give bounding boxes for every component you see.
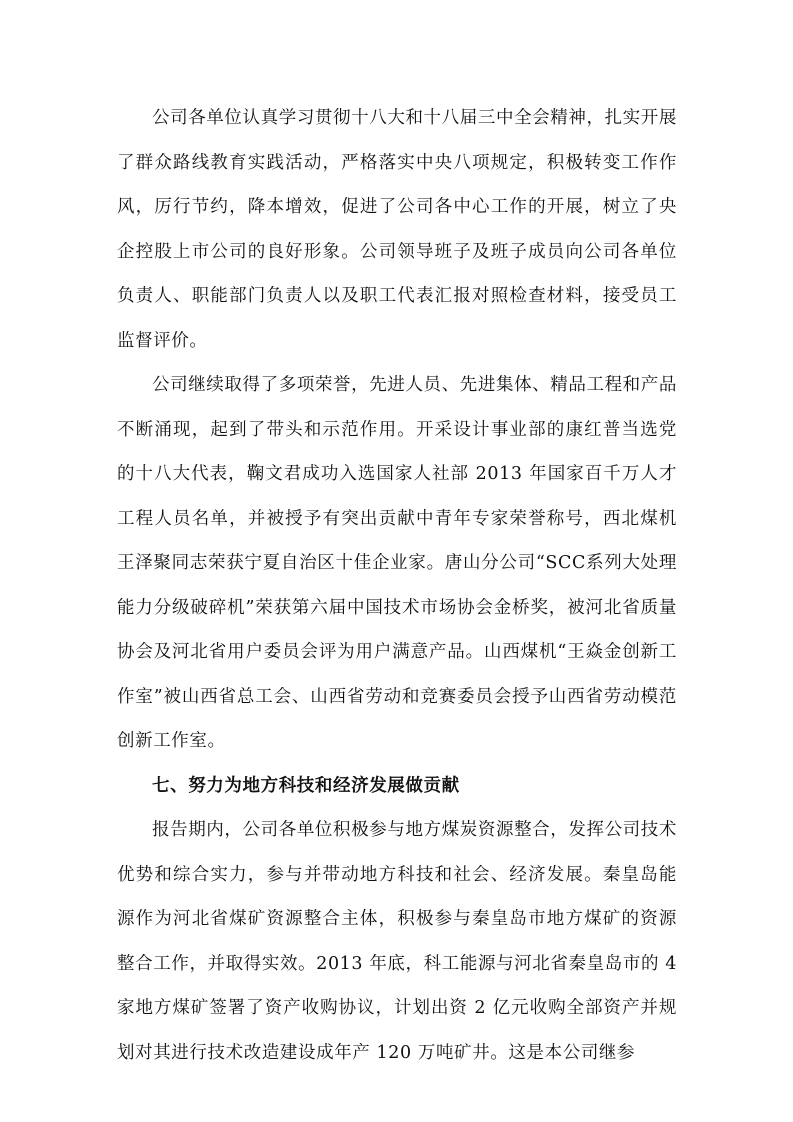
paragraph-local-contribution: 报告期内，公司各单位积极参与地方煤炭资源整合，发挥公司技术优势和综合实力，参与并带动地方科技和社会、经济发展。秦皇岛能源作为河北省煤矿资源整合主体，积极参与秦皇岛市地方煤矿的资源整合工作，并取得实效。2013 年底，科工能源与河北省秦皇岛市的 4 家地方煤矿签署了资产收购协议，计划出资 2 亿元收购全部资产并规划对其进行技术改造建设成年产 120 万吨矿井。这是本公司继参 (117, 820, 677, 1063)
section-heading: 七、努力为地方科技和经济发展做贡献 (152, 775, 460, 796)
document-body (117, 96, 677, 1075)
paragraph-mass-line-education: 公司各单位认真学习贯彻十八大和十八届三中全会精神，扎实开展了群众路线教育实践活动，严格落实中央八项规定，积极转变工作作风，厉行节约，降本增效，促进了公司各中心工作的开展，树立了央企控股上市公司的良好形象。公司领导班子及班子成员向公司各单位负责人、职能部门负责人以及职工代表汇报对照检查材料，接受员工监督评价。 (117, 108, 677, 351)
paragraph-honors: 公司继续取得了多项荣誉，先进人员、先进集体、精品工程和产品不断涌现，起到了带头和示范作用。开采设计事业部的康红普当选党的十八大代表，鞠文君成功入选国家人社部 2013 年国家百千万人才工程人员名单，并被授予有突出贡献中青年专家荣誉称号，西北煤机王泽聚同志荣获宁夏自治区十佳企业家。唐山分公司“SCC系列大处理能力分级破碎机”荣获第六届中国技术市场协会金桥奖，被河北省质量协会及河北省用户委员会评为用户满意产品。山西煤机“王焱金创新工作室”被山西省总工会、山西省劳动和竞赛委员会授予山西省劳动模范创新工作室。 (117, 375, 677, 751)
